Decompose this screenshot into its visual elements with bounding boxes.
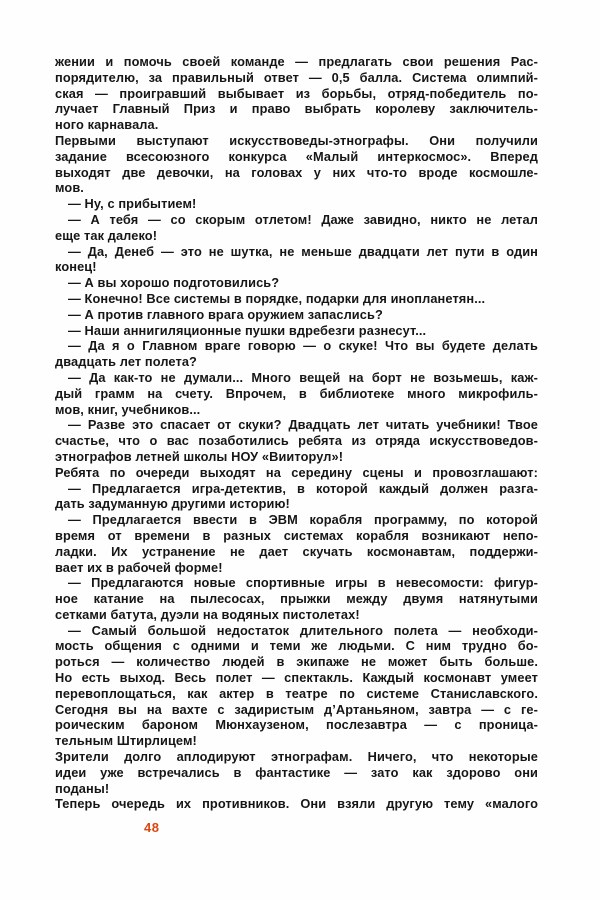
text-line: роться — количество людей в экипаже не может быть больше. [55,654,538,670]
text-block [55,54,538,812]
text-line: ская — проигравший выбывает из борьбы, отряд-победитель по- [55,85,538,101]
text-line: идеи уже встречались в фантастике — зато как здорово они [55,764,538,780]
text-line: вает их в рабочей форме! [55,559,223,575]
text-line: Теперь очередь их противников. Они взяли другую тему «малого [55,796,538,812]
page-number: 48 [144,820,160,835]
text-line: — А против главного врага оружием запаслись? [68,306,383,322]
text-line: — Да как-то не думали... Много вещей на борт не возьмешь, каж- [68,369,538,385]
text-line: Сегодня вы на вахте с задиристым д’Артаньяном, завтра — с ге- [55,701,538,717]
text-line: — Ну, с прибытием! [68,196,197,212]
text-line: ладки. Их устранение не дает скучать космонавтам, поддержи- [55,543,538,559]
text-line: — Предлагается игра-детектив, в которой каждый должен разга- [68,480,538,496]
text-line: — Самый большой недостаток длительного полета — необходи- [68,622,538,638]
text-line: Зрители долго аплодируют этнографам. Ничего, что некоторые [55,749,538,765]
text-line: — Разве это спасает от скуки? Двадцать лет читать учебники! Твое [68,417,538,433]
text-line: — Да, Денеб — это не шутка, не меньше двадцати лет пути в один [68,243,538,259]
text-line: — Предлагаются новые спортивные игры в невесомости: фигур- [68,575,538,591]
text-line: Первыми выступают искусствоведы-этнографы. Они получили [55,132,538,148]
text-line: этнографов летней школы НОУ «Вииторул»! [55,448,344,464]
text-line: сетками батута, дуэли на водяных пистолетах! [55,606,360,622]
text-line: — Наши аннигиляционные пушки вдребезги разнесут... [68,322,427,338]
text-line: еще так далеко! [55,227,158,243]
text-line: — Конечно! Все системы в порядке, подарки для инопланетян... [68,290,486,306]
text-line: перевоплощаться, как актер в театре по системе Станиславского. [55,685,538,701]
text-line: дый грамм на счету. Впрочем, в библиотеке много микрофиль- [55,385,538,401]
text-line: задание всесоюзного конкурса «Малый интеркосмос». Вперед [55,148,538,164]
text-line: конец! [55,259,97,275]
text-line: Но есть выход. Весь полет — спектакль. Каждый космонавт умеет [55,670,538,686]
text-line: жении и помочь своей команде — предлагать свои решения Рас- [55,54,538,69]
text-line: дать задуманную другими историю! [55,496,290,512]
text-line: лучает Главный Приз и право выбрать королеву заключитель- [55,101,538,117]
text-line: Ребята по очереди выходят на середину сцены и провозглашают: [55,464,538,480]
text-line: порядителю, за правильный ответ — 0,5 балла. Система олимпий- [55,69,538,85]
text-line: поданы! [55,780,110,796]
text-line: — А тебя — со скорым отлетом! Даже завидно, никто не летал [68,211,538,227]
text-line: роическим бароном Мюнхаузеном, послезавтра — с проница- [55,717,538,733]
text-line: мов, книг, учебников... [55,401,201,417]
text-line: счастье, что о вас позаботились ребята из отряда искусствоведов- [55,433,538,449]
text-line: — Предлагается ввести в ЭВМ корабля программу, по которой [68,512,538,528]
text-line: мов. [55,180,84,196]
text-line: время от времени в разных системах корабля возникают непо- [55,527,538,543]
text-line: — А вы хорошо подготовились? [68,275,280,291]
text-line: — Да я о Главном враге говорю — о скуке! Что вы будете делать [68,338,538,354]
text-line: двадцать лет полета? [55,354,197,370]
text-line: ного карнавала. [55,117,159,133]
text-line: выходят две девочки, на головах у них что-то вроде космошле- [55,164,538,180]
text-line: тельным Штирлицем! [55,733,197,749]
text-line: мость общения с одними и теми же людьми. С ним трудно бо- [55,638,538,654]
text-line: ное катание на пылесосах, прыжки между двумя натянутыми [55,591,538,607]
